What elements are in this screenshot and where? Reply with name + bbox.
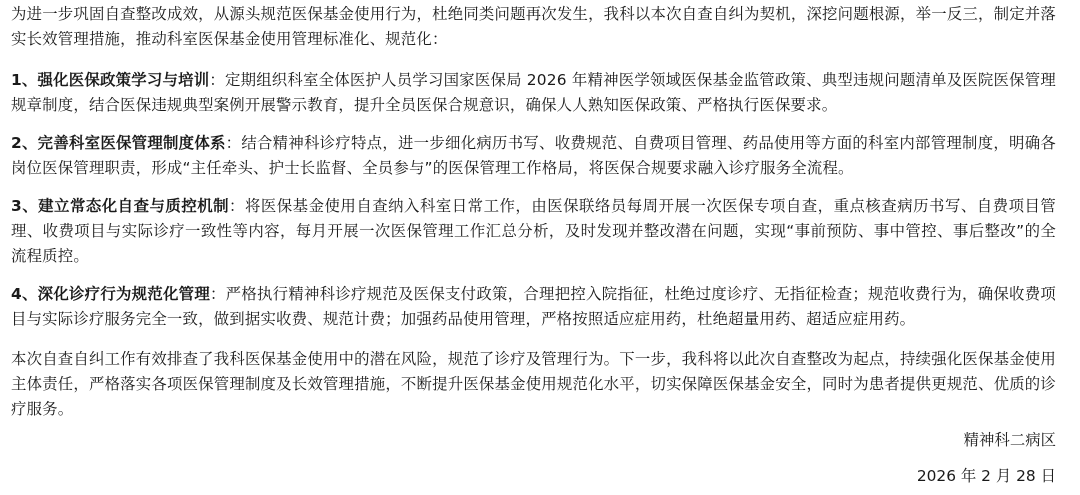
measure-item-4-title: 4、深化诊疗行为规范化管理 bbox=[11, 285, 210, 303]
closing-paragraph: 本次自查自纠工作有效排查了我科医保基金使用中的潜在风险，规范了诊疗及管理行为。下一步，我科将以此次自查整改为起点，持续强化医保基金使用主体责任，严格落实各项医保管理制度及长效管理措施，不断提升医保基金使用规范化水平，切实保障医保基金安全，同时为患者提供更规范、优质的诊疗服务。 bbox=[11, 350, 1056, 418]
measure-item-1-title: 1、强化医保政策学习与培训 bbox=[11, 71, 210, 89]
measure-item-4 bbox=[11, 282, 1056, 332]
measure-item-2 bbox=[11, 131, 1056, 181]
measure-item-2-title: 2、完善科室医保管理制度体系 bbox=[11, 134, 226, 152]
measure-item-2-text: ：结合精神科诊疗特点，进一步细化病历书写、收费规范、自费项目管理、药品使用等方面的科室内部管理制度，明确各岗位医保管理职责，形成“主任牵头、护士长监督、全员参与”的医保管理工作格局，将医保合规要求融入诊疗服务全流程。 bbox=[11, 134, 1056, 177]
measure-item-4-text: ：严格执行精神科诊疗规范及医保支付政策，合理把控入院指征，杜绝过度诊疗、无指征检查；规范收费行为，确保收费项目与实际诊疗服务完全一致，做到据实收费、规范计费；加强药品使用管理，严格按照适应症用药，杜绝超量用药、超适应症用药。 bbox=[11, 285, 1056, 328]
measure-item-1 bbox=[11, 68, 1056, 118]
intro-paragraph: 为进一步巩固自查整改成效，从源头规范医保基金使用行为，杜绝同类问题再次发生，我科以本次自查自纠为契机，深挖问题根源，举一反三，制定并落实长效管理措施，推动科室医保基金使用管理标准化、规范化： bbox=[11, 5, 1056, 48]
measure-item-3-text: ：将医保基金使用自查纳入科室日常工作，由医保联络员每周开展一次医保专项自查，重点核查病历书写、自费项目管理、收费项目与实际诊疗一致性等内容，每月开展一次医保管理工作汇总分析，及时发现并整改潜在问题，实现“事前预防、事中管控、事后整改”的全流程质控。 bbox=[11, 197, 1056, 265]
measure-item-3-title: 3、建立常态化自查与质控机制 bbox=[11, 197, 230, 215]
measure-item-3 bbox=[11, 194, 1056, 269]
measure-item-1-text: ：定期组织科室全体医护人员学习国家医保局 2026 年精神医学领域医保基金监管政策、典型违规问题清单及医院医保管理规章制度，结合医保违规典型案例开展警示教育，提升全员医保合规意识，确保人人熟知医保政策、严格执行医保要求。 bbox=[11, 71, 1056, 114]
signature-date: 2026 年 2 月 28 日 bbox=[916, 467, 1056, 485]
signature-department: 精神科二病区 bbox=[963, 431, 1056, 449]
